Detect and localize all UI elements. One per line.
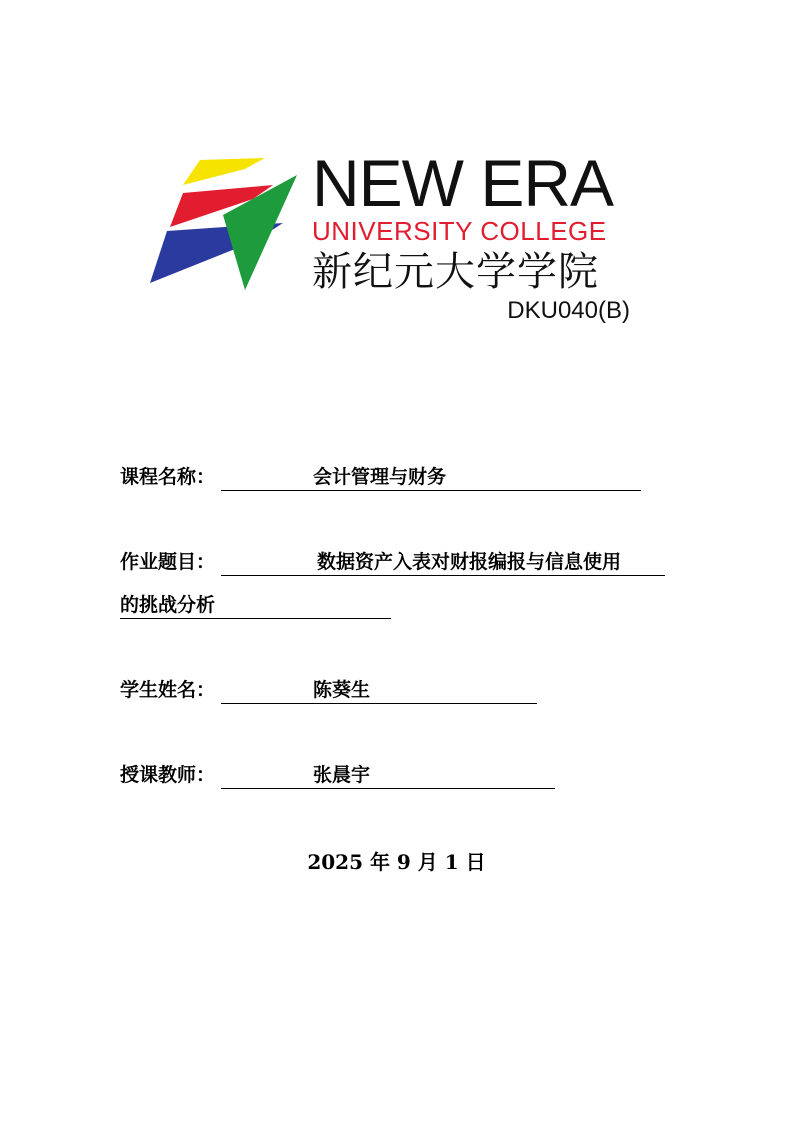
submission-date: 2025 年 9 月 1 日 xyxy=(307,850,486,874)
course-label: 课程名称： xyxy=(120,466,216,488)
logo-code: DKU040(B) xyxy=(507,297,630,324)
course-row xyxy=(120,464,641,491)
teacher-label: 授课教师： xyxy=(120,764,216,786)
teacher-row xyxy=(120,762,555,789)
university-logo-mark xyxy=(145,155,305,295)
logo-name: NEW ERA xyxy=(312,146,614,220)
topic-row-continued xyxy=(120,592,391,619)
student-value: 陈葵生 xyxy=(221,677,537,704)
topic-value-line2: 的挑战分析 xyxy=(120,592,391,619)
topic-row xyxy=(120,549,665,576)
topic-value-line1: 数据资产入表对财报编报与信息使用 xyxy=(221,549,665,576)
logo-wordmark xyxy=(312,146,652,324)
student-label: 学生姓名： xyxy=(120,679,216,701)
course-value: 会计管理与财务 xyxy=(221,464,641,491)
logo-subtitle: UNIVERSITY COLLEGE xyxy=(312,216,607,246)
teacher-value: 张晨宇 xyxy=(221,762,555,789)
topic-label: 作业题目： xyxy=(120,551,216,573)
student-row xyxy=(120,677,537,704)
logo-chinese-name: 新纪元大学学院 xyxy=(312,249,599,295)
logo-yellow-stripe xyxy=(183,158,265,185)
